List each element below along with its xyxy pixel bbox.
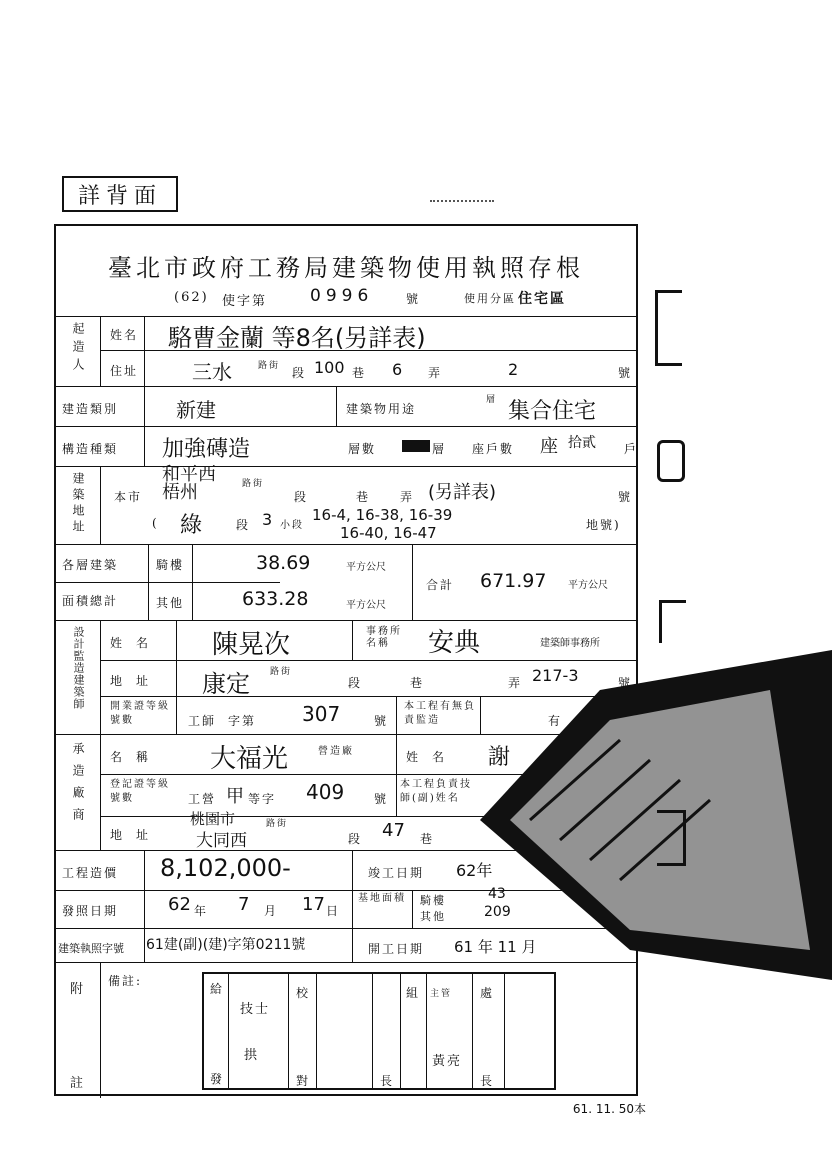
contractor-address-lane: 巷 (420, 832, 435, 846)
architect-license-grade: 字第 (228, 714, 257, 728)
adjacent-page-edge (652, 290, 693, 930)
base-other-label: 其他 (420, 910, 446, 923)
architect-address-label: 地址 (110, 674, 163, 688)
architect-address-lane: 巷 (410, 676, 425, 690)
start-date-label: 開工日期 (368, 942, 425, 956)
contractor-address-city: 桃園市 (190, 810, 236, 828)
issue-month-unit: 月 (264, 904, 279, 918)
permit-prefix: 使字第 (222, 294, 268, 309)
permit-number: 0996 (310, 286, 374, 306)
stamp-cell-10: 長 (380, 1074, 395, 1088)
architect-address-alley-value: 217-3 (532, 666, 579, 685)
zone-label: 使用分區 (464, 292, 516, 305)
stamp-cell-2: 技士 (240, 1002, 271, 1017)
form-title: 臺北市政府工務局建築物使用執照存根 (108, 254, 584, 282)
issue-day-unit: 日 (326, 904, 341, 918)
site-number-label: 號 (618, 490, 633, 504)
contractor-tech-label: 本工程負責技師(副)姓名 (400, 779, 472, 804)
address-section: 段 (292, 366, 307, 380)
architect-address-number: 號 (618, 676, 633, 690)
architect-license-label: 開業證等級號數 (110, 701, 170, 726)
area-arcade-unit: 平方公尺 (346, 562, 386, 573)
stamp-cell-9: 對 (296, 1074, 311, 1088)
contractor-register-label: 登記證等級號數 (110, 779, 170, 804)
remarks-label: 備註: (108, 974, 143, 988)
site-lot-label: 地號) (586, 518, 621, 532)
households-count: 拾貳 (568, 435, 596, 451)
site-city-label: 本市 (114, 490, 143, 504)
architect-license-number: 307 (302, 702, 341, 726)
address-number-label: 號 (618, 366, 633, 380)
architect-supervision-label: 本工程有無負責監造 (404, 701, 476, 726)
cost-value: 8,102,000- (160, 854, 291, 882)
contractor-name-label: 名稱 (110, 750, 163, 764)
use-floor-label: 層 (486, 395, 498, 405)
issue-date-label: 發照日期 (62, 904, 119, 918)
address-number: 2 (508, 360, 519, 379)
contractor-name-value: 大福光 (210, 744, 289, 774)
architect-address-value: 康定 (202, 670, 250, 698)
address-lane-number: 100 (314, 358, 345, 377)
zone-value: 住宅區 (518, 291, 566, 307)
households-label: 座戶數 (472, 442, 515, 456)
contractor-address-section: 段 (348, 832, 363, 846)
applicant-group-label: 起造人 (71, 322, 85, 376)
site-section-label: 段 (294, 490, 309, 504)
base-other-value: 209 (484, 904, 511, 920)
floors-unit: 層 (432, 442, 447, 456)
applicant-address-label: 住址 (110, 364, 139, 378)
use-label: 建築物用途 (346, 402, 417, 416)
area-total-label: 合計 (426, 578, 455, 592)
contractor-address-road: 大同西 (196, 831, 247, 851)
site-lot-numbers-1: 16-4, 16-38, 16-39 (312, 506, 453, 524)
contractor-register-number: 409 (306, 780, 345, 804)
faint-stamp-mark (430, 184, 494, 202)
contractor-person-value: 謝 (488, 745, 511, 770)
cost-label: 工程造價 (62, 866, 119, 880)
site-sub-section: 3 (262, 510, 273, 529)
structure-label: 構造種類 (62, 442, 119, 456)
architect-name-label: 姓名 (110, 636, 163, 650)
contractor-group-label: 承造廠商 (71, 742, 85, 830)
stamp-cell-4: 組 (406, 986, 421, 1000)
architect-office-label: 事務所名稱 (366, 626, 402, 649)
issue-year: 62 (168, 894, 191, 915)
architect-address-road: 路街 (270, 667, 293, 677)
area-other-value: 633.28 (242, 588, 309, 610)
stamp-cell-11: 黃亮 (432, 1054, 463, 1069)
start-date-value: 61 年 11 月 (454, 938, 537, 956)
base-arcade-value: 43 (488, 886, 506, 902)
stamp-cell-8: 拱 (244, 1048, 260, 1063)
issue-month: 7 (238, 894, 250, 915)
site-district-section-label: 段 (236, 518, 251, 532)
contractor-register-grade: 甲 (226, 786, 244, 807)
households-suffix: 戶 (624, 442, 639, 456)
base-arcade-label: 騎樓 (420, 894, 446, 907)
base-area-label: 基地面積 (358, 893, 406, 904)
notes-label-bottom: 註 (70, 1076, 86, 1091)
stamp-cell-5: 主管 (430, 989, 453, 999)
area-total-unit: 平方公尺 (568, 580, 608, 591)
completion-value: 62年 (456, 861, 493, 880)
applicant-name-label: 姓名 (110, 328, 139, 342)
permit-suffix: 號 (406, 292, 421, 306)
address-road-unit: 路街 (258, 361, 281, 371)
notes-label-top: 附 (70, 982, 86, 997)
license-no-value: 61建(副)(建)字第0211號 (146, 937, 306, 953)
architect-supervision-value: 有 (548, 714, 563, 728)
architect-office-value: 安典 (428, 628, 481, 658)
issue-day: 17 (302, 894, 325, 915)
category-value: 新建 (176, 398, 216, 422)
site-alley-value: (另詳表) (428, 482, 497, 503)
area-arcade-value: 38.69 (256, 552, 311, 574)
area-total-value: 671.97 (480, 570, 547, 592)
site-road-unit: 路街 (242, 479, 265, 489)
architect-license-suffix: 號 (374, 714, 389, 728)
use-value: 集合住宅 (508, 399, 597, 424)
address-alley-number: 6 (392, 360, 403, 379)
structure-value: 加強磚造 (162, 437, 251, 462)
architect-address-alley: 弄 (508, 676, 523, 690)
footer-print-info: 61. 11. 50本 (572, 1102, 646, 1116)
site-road-value: 和平西 梧州 (162, 464, 216, 503)
stamp-cell-6: 處 (480, 986, 495, 1000)
site-open-paren: ( (152, 516, 159, 530)
address-road: 三水 (192, 360, 232, 384)
floors-label: 層數 (348, 442, 377, 456)
site-district-value: 綠 (180, 513, 203, 538)
area-group-label-1: 各層建築 (62, 558, 119, 572)
contractor-register-suffix: 號 (374, 792, 389, 806)
contractor-register-mid: 等字 (248, 792, 277, 806)
issue-year-unit: 年 (194, 904, 209, 918)
permit-year: (62) (174, 290, 209, 305)
architect-group-label: 設計監造建築師 (72, 626, 85, 710)
category-label: 建造類別 (62, 402, 119, 416)
area-other-unit: 平方公尺 (346, 600, 386, 611)
stamp-cell-7: 發 (210, 1072, 225, 1086)
site-lane-label: 巷 (356, 490, 371, 504)
site-alley-label: 弄 (400, 490, 415, 504)
stamp-cell-12: 長 (480, 1074, 495, 1088)
households-unit: 座 (540, 436, 558, 457)
contractor-name-suffix: 營造廠 (318, 746, 354, 757)
architect-address-section: 段 (348, 676, 363, 690)
contractor-address-road-unit: 路街 (266, 819, 289, 829)
site-lot-numbers-2: 16-40, 16-47 (340, 524, 437, 542)
architect-office-suffix: 建築師事務所 (540, 638, 600, 649)
contractor-register-prefix: 工營 (188, 792, 217, 806)
address-lane-label: 巷 (352, 366, 367, 380)
architect-license-prefix: 工師 (188, 714, 217, 728)
site-group-label: 建築地址 (71, 472, 85, 536)
back-side-tag: 詳背面 (62, 176, 178, 212)
applicant-name-value: 駱曹金蘭 等8名(另詳表) (168, 324, 426, 352)
completion-label: 竣工日期 (368, 866, 425, 880)
contractor-address-lane-value: 47 (382, 820, 405, 841)
floors-redaction (402, 440, 430, 452)
site-sub-section-label: 小段 (280, 520, 304, 531)
contractor-address-label: 地址 (110, 828, 163, 842)
scanned-overlay-corner (470, 650, 832, 1070)
license-no-label: 建築執照字號 (58, 942, 124, 955)
area-other-label: 其他 (156, 596, 185, 610)
address-alley-label: 弄 (428, 366, 443, 380)
stamp-cell-3: 校 (296, 986, 311, 1000)
architect-name-value: 陳晃次 (212, 630, 291, 660)
area-arcade-label: 騎樓 (156, 558, 185, 572)
stamp-cell-1: 給 (210, 982, 225, 996)
area-group-label-2: 面積總計 (62, 594, 119, 608)
contractor-person-label: 姓名 (406, 750, 459, 764)
